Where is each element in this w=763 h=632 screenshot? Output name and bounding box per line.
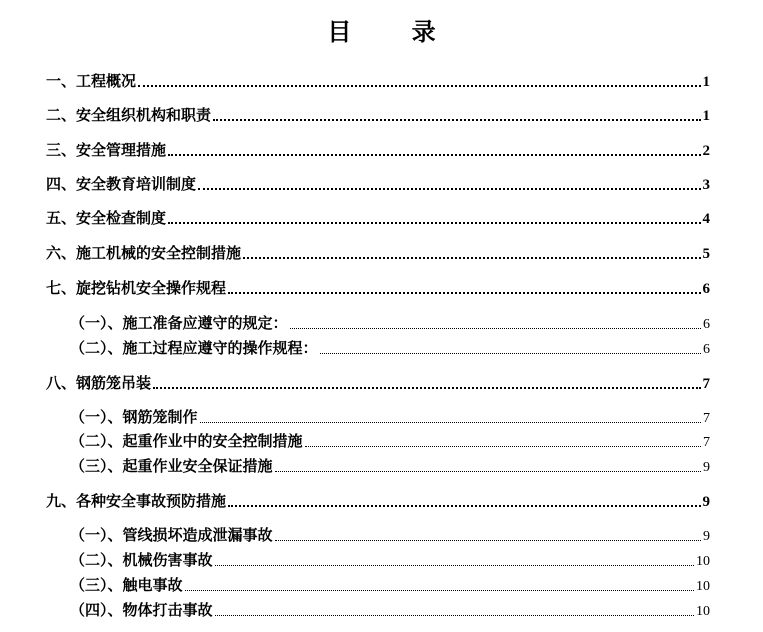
toc-dot-leader bbox=[168, 154, 700, 156]
toc-entry-text: 六、施工机械的安全控制措施 bbox=[46, 244, 242, 262]
toc-dot-leader bbox=[153, 387, 700, 389]
toc-entry-text: 八、钢筋笼吊装 bbox=[46, 374, 152, 392]
toc-dot-leader bbox=[185, 590, 694, 591]
toc-entry-text: （二）、起重作业中的安全控制措施 bbox=[70, 432, 303, 450]
toc-page-number: 2 bbox=[702, 143, 710, 159]
toc-dot-leader bbox=[305, 446, 701, 447]
toc-subsection-entry bbox=[70, 455, 710, 477]
toc-section-entry bbox=[46, 277, 710, 299]
toc-section-entry bbox=[46, 70, 710, 92]
toc-dot-leader bbox=[320, 353, 701, 354]
toc-page-number: 10 bbox=[696, 604, 710, 619]
toc-entry-text: （三）、起重作业安全保证措施 bbox=[70, 457, 273, 475]
toc-section-entry bbox=[46, 372, 710, 394]
toc-dot-leader bbox=[228, 292, 700, 294]
toc-page-number: 7 bbox=[702, 376, 710, 392]
toc-entry-text: （二）、机械伤害事故 bbox=[70, 551, 213, 569]
toc-page-number: 9 bbox=[703, 460, 710, 475]
toc-subsection-entry bbox=[70, 337, 710, 359]
toc-page-number: 5 bbox=[702, 246, 710, 262]
toc-section-entry bbox=[46, 490, 710, 512]
toc-page-number: 10 bbox=[696, 554, 710, 569]
toc-page-number: 1 bbox=[702, 108, 710, 124]
toc-section-entry bbox=[46, 242, 710, 264]
toc-subsection-entry bbox=[70, 312, 710, 334]
toc-page-number: 4 bbox=[702, 211, 710, 227]
toc-subsection-entry bbox=[70, 574, 710, 596]
toc-entry-text: 九、各种安全事故预防措施 bbox=[46, 492, 227, 510]
toc-dot-leader bbox=[168, 222, 700, 224]
toc-entry-text: 七、旋挖钻机安全操作规程 bbox=[46, 279, 227, 297]
toc-dot-leader bbox=[228, 505, 700, 507]
toc-page-number: 6 bbox=[703, 342, 710, 357]
toc-title: 目 录 bbox=[327, 17, 462, 46]
toc-dot-leader bbox=[243, 257, 700, 259]
toc-dot-leader bbox=[138, 85, 700, 87]
toc-page-number: 1 bbox=[702, 74, 710, 90]
toc-section-entry bbox=[46, 104, 710, 126]
toc-subsection-entry bbox=[70, 524, 710, 546]
toc-entry-text: （四）、物体打击事故 bbox=[70, 601, 213, 619]
toc-entry-text: （一）、钢筋笼制作 bbox=[70, 408, 198, 426]
toc-entry-text: 五、安全检查制度 bbox=[46, 209, 167, 227]
toc-page-number: 9 bbox=[703, 529, 710, 544]
toc-dot-leader bbox=[275, 471, 701, 472]
toc-entry-text: 二、安全组织机构和职责 bbox=[46, 106, 212, 124]
toc-dot-leader bbox=[213, 119, 700, 121]
toc-subsection-entry bbox=[70, 549, 710, 571]
toc-page-number: 6 bbox=[703, 317, 710, 332]
toc-section-entry bbox=[46, 139, 710, 161]
toc-entry-text: （三）、触电事故 bbox=[70, 576, 183, 594]
toc-entry-text: （二）、施工过程应遵守的操作规程： bbox=[70, 339, 318, 357]
toc-dot-leader bbox=[215, 615, 694, 616]
toc-subsection-entry bbox=[70, 406, 710, 428]
toc-page-number: 9 bbox=[702, 494, 710, 510]
toc-entry-text: （一）、管线损坏造成泄漏事故 bbox=[70, 526, 273, 544]
toc-entry-text: （一）、施工准备应遵守的规定： bbox=[70, 314, 288, 332]
toc-page-number: 6 bbox=[702, 281, 710, 297]
toc-dot-leader bbox=[198, 188, 700, 190]
toc-page-number: 3 bbox=[702, 177, 710, 193]
toc-subsection-entry bbox=[70, 599, 710, 621]
toc-page-number: 7 bbox=[703, 411, 710, 426]
toc-page-number: 7 bbox=[703, 435, 710, 450]
toc-section-entry bbox=[46, 173, 710, 195]
toc-dot-leader bbox=[215, 565, 694, 566]
toc-subsection-entry bbox=[70, 430, 710, 452]
toc-page-number: 10 bbox=[696, 579, 710, 594]
toc-dot-leader bbox=[290, 328, 701, 329]
toc-section-entry bbox=[46, 207, 710, 229]
toc-entry-text: 四、安全教育培训制度 bbox=[46, 175, 197, 193]
toc-entry-text: 一、工程概况 bbox=[46, 72, 137, 90]
toc-dot-leader bbox=[275, 540, 701, 541]
toc-dot-leader bbox=[200, 422, 701, 423]
toc-entry-text: 三、安全管理措施 bbox=[46, 141, 167, 159]
